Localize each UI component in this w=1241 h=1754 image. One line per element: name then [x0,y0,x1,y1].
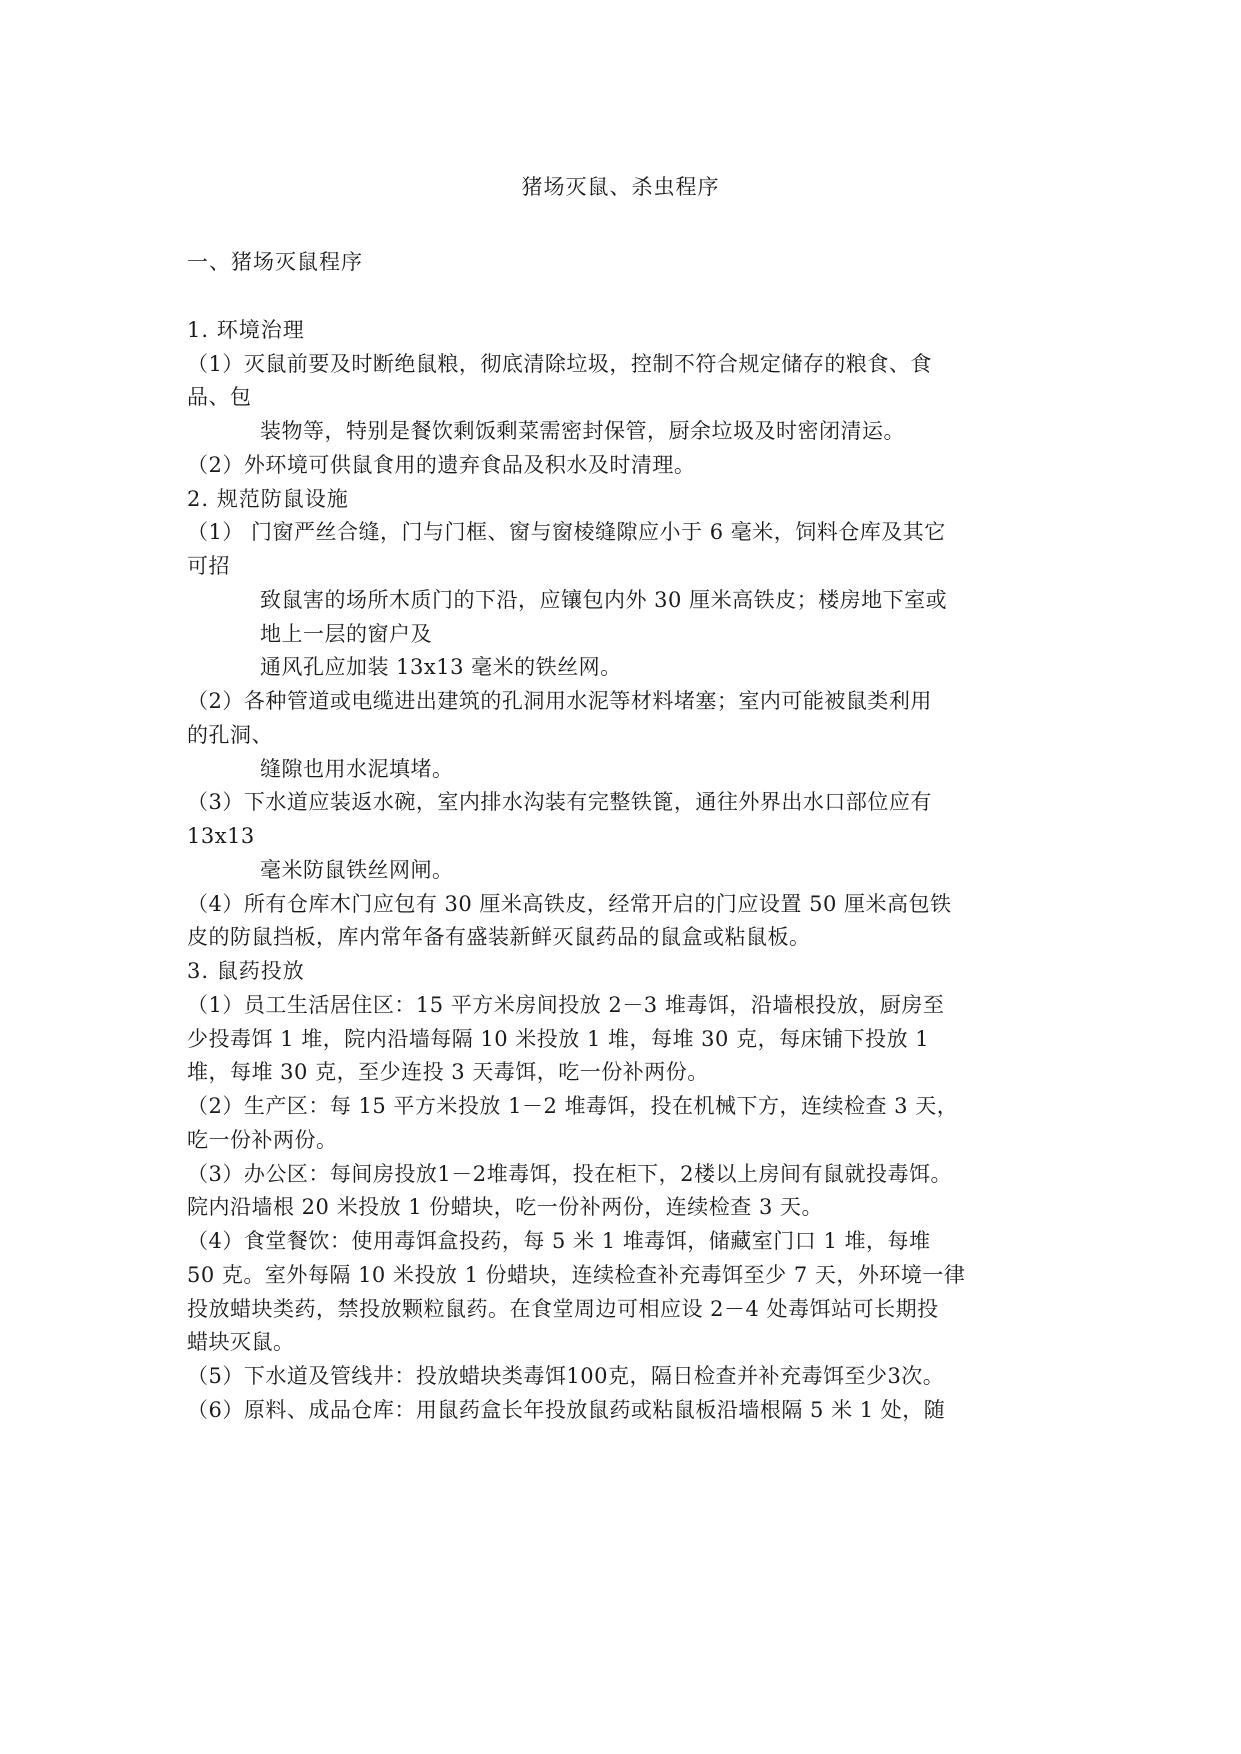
paragraph-line: 13x13 [187,824,255,848]
paragraph-line: 吃一份补两份。 [187,1128,338,1152]
subsection-heading-bait: 3. 鼠药投放 [187,959,305,983]
paragraph-line: （6）原料、成品仓库：用鼠药盒长年投放鼠药或粘鼠板沿墙根隔 5 米 1 处，随 [187,1398,946,1422]
subsection-heading-facilities: 2. 规范防鼠设施 [187,487,349,511]
paragraph-line: （3）下水道应装返水碗，室内排水沟装有完整铁篦，通往外界出水口部位应有 [187,790,932,814]
paragraph-line: （1） 门窗严丝合缝，门与门框、窗与窗棱缝隙应小于 6 毫米，饲料仓库及其它 [187,520,946,544]
paragraph-line: 装物等，特别是餐饮剩饭剩菜需密封保管，厨余垃圾及时密闭清运。 [260,419,905,443]
paragraph-line: 可招 [187,554,230,578]
paragraph-line: （2）生产区：每 15 平方米投放 1－2 堆毒饵，投在机械下方，连续检查 3 天， [187,1094,959,1118]
paragraph-line: 品、包 [187,385,252,409]
paragraph-line: 地上一层的窗户及 [260,622,432,646]
paragraph-line: （2）外环境可供鼠食用的遗弃食品及积水及时清理。 [187,453,696,477]
paragraph-line: 50 克。室外每隔 10 米投放 1 份蜡块，连续检查补充毒饵至少 7 天，外环境一律 [187,1263,966,1287]
paragraph-line: 投放蜡块类药，禁投放颗粒鼠药。在食堂周边可相应设 2－4 处毒饵站可长期投 [187,1297,939,1321]
paragraph-line: 堆，每堆 30 克，至少连投 3 天毒饵，吃一份补两份。 [187,1060,709,1084]
paragraph-line: （1）灭鼠前要及时断绝鼠粮，彻底清除垃圾，控制不符合规定储存的粮食、食 [187,352,932,376]
paragraph-line: 皮的防鼠挡板，库内常年备有盛装新鲜灭鼠药品的鼠盒或粘鼠板。 [187,925,811,949]
paragraph-line: 致鼠害的场所木质门的下沿，应镶包内外 30 厘米高铁皮；楼房地下室或 [260,588,948,612]
paragraph-line: 毫米防鼠铁丝网闸。 [260,858,454,882]
paragraph-line: （3）办公区：每间房投放1－2堆毒饵，投在柜下，2楼以上房间有鼠就投毒饵。 [187,1162,952,1186]
paragraph-line: 院内沿墙根 20 米投放 1 份蜡块，吃一份补两份，连续检查 3 天。 [187,1195,823,1219]
paragraph-line: （4）所有仓库木门应包有 30 厘米高铁皮，经常开启的门应设置 50 厘米高包铁 [187,892,952,916]
paragraph-line: （5）下水道及管线井：投放蜡块类毒饵100克，隔日检查并补充毒饵至少3次。 [187,1364,945,1388]
paragraph-line: （1）员工生活居住区：15 平方米房间投放 2－3 堆毒饵，沿墙根投放，厨房至 [187,993,945,1017]
paragraph-line: （2）各种管道或电缆进出建筑的孔洞用水泥等材料堵塞；室内可能被鼠类利用 [187,689,932,713]
section-heading: 一、猪场灭鼠程序 [187,250,363,274]
paragraph-line: 蜡块灭鼠。 [187,1330,295,1354]
paragraph-line: 缝隙也用水泥填堵。 [260,757,454,781]
subsection-heading-environment: 1. 环境治理 [187,318,305,342]
paragraph-line: 的孔洞、 [187,723,273,747]
paragraph-line: （4）食堂餐饮：使用毒饵盒投药，每 5 米 1 堆毒饵，储藏室门口 1 堆，每堆 [187,1229,931,1253]
page-title: 猪场灭鼠、杀虫程序 [521,175,720,199]
paragraph-line: 通风孔应加装 13x13 毫米的铁丝网。 [260,655,622,679]
paragraph-line: 少投毒饵 1 堆，院内沿墙每隔 10 米投放 1 堆，每堆 30 克，每床铺下投放 1 [187,1027,930,1051]
